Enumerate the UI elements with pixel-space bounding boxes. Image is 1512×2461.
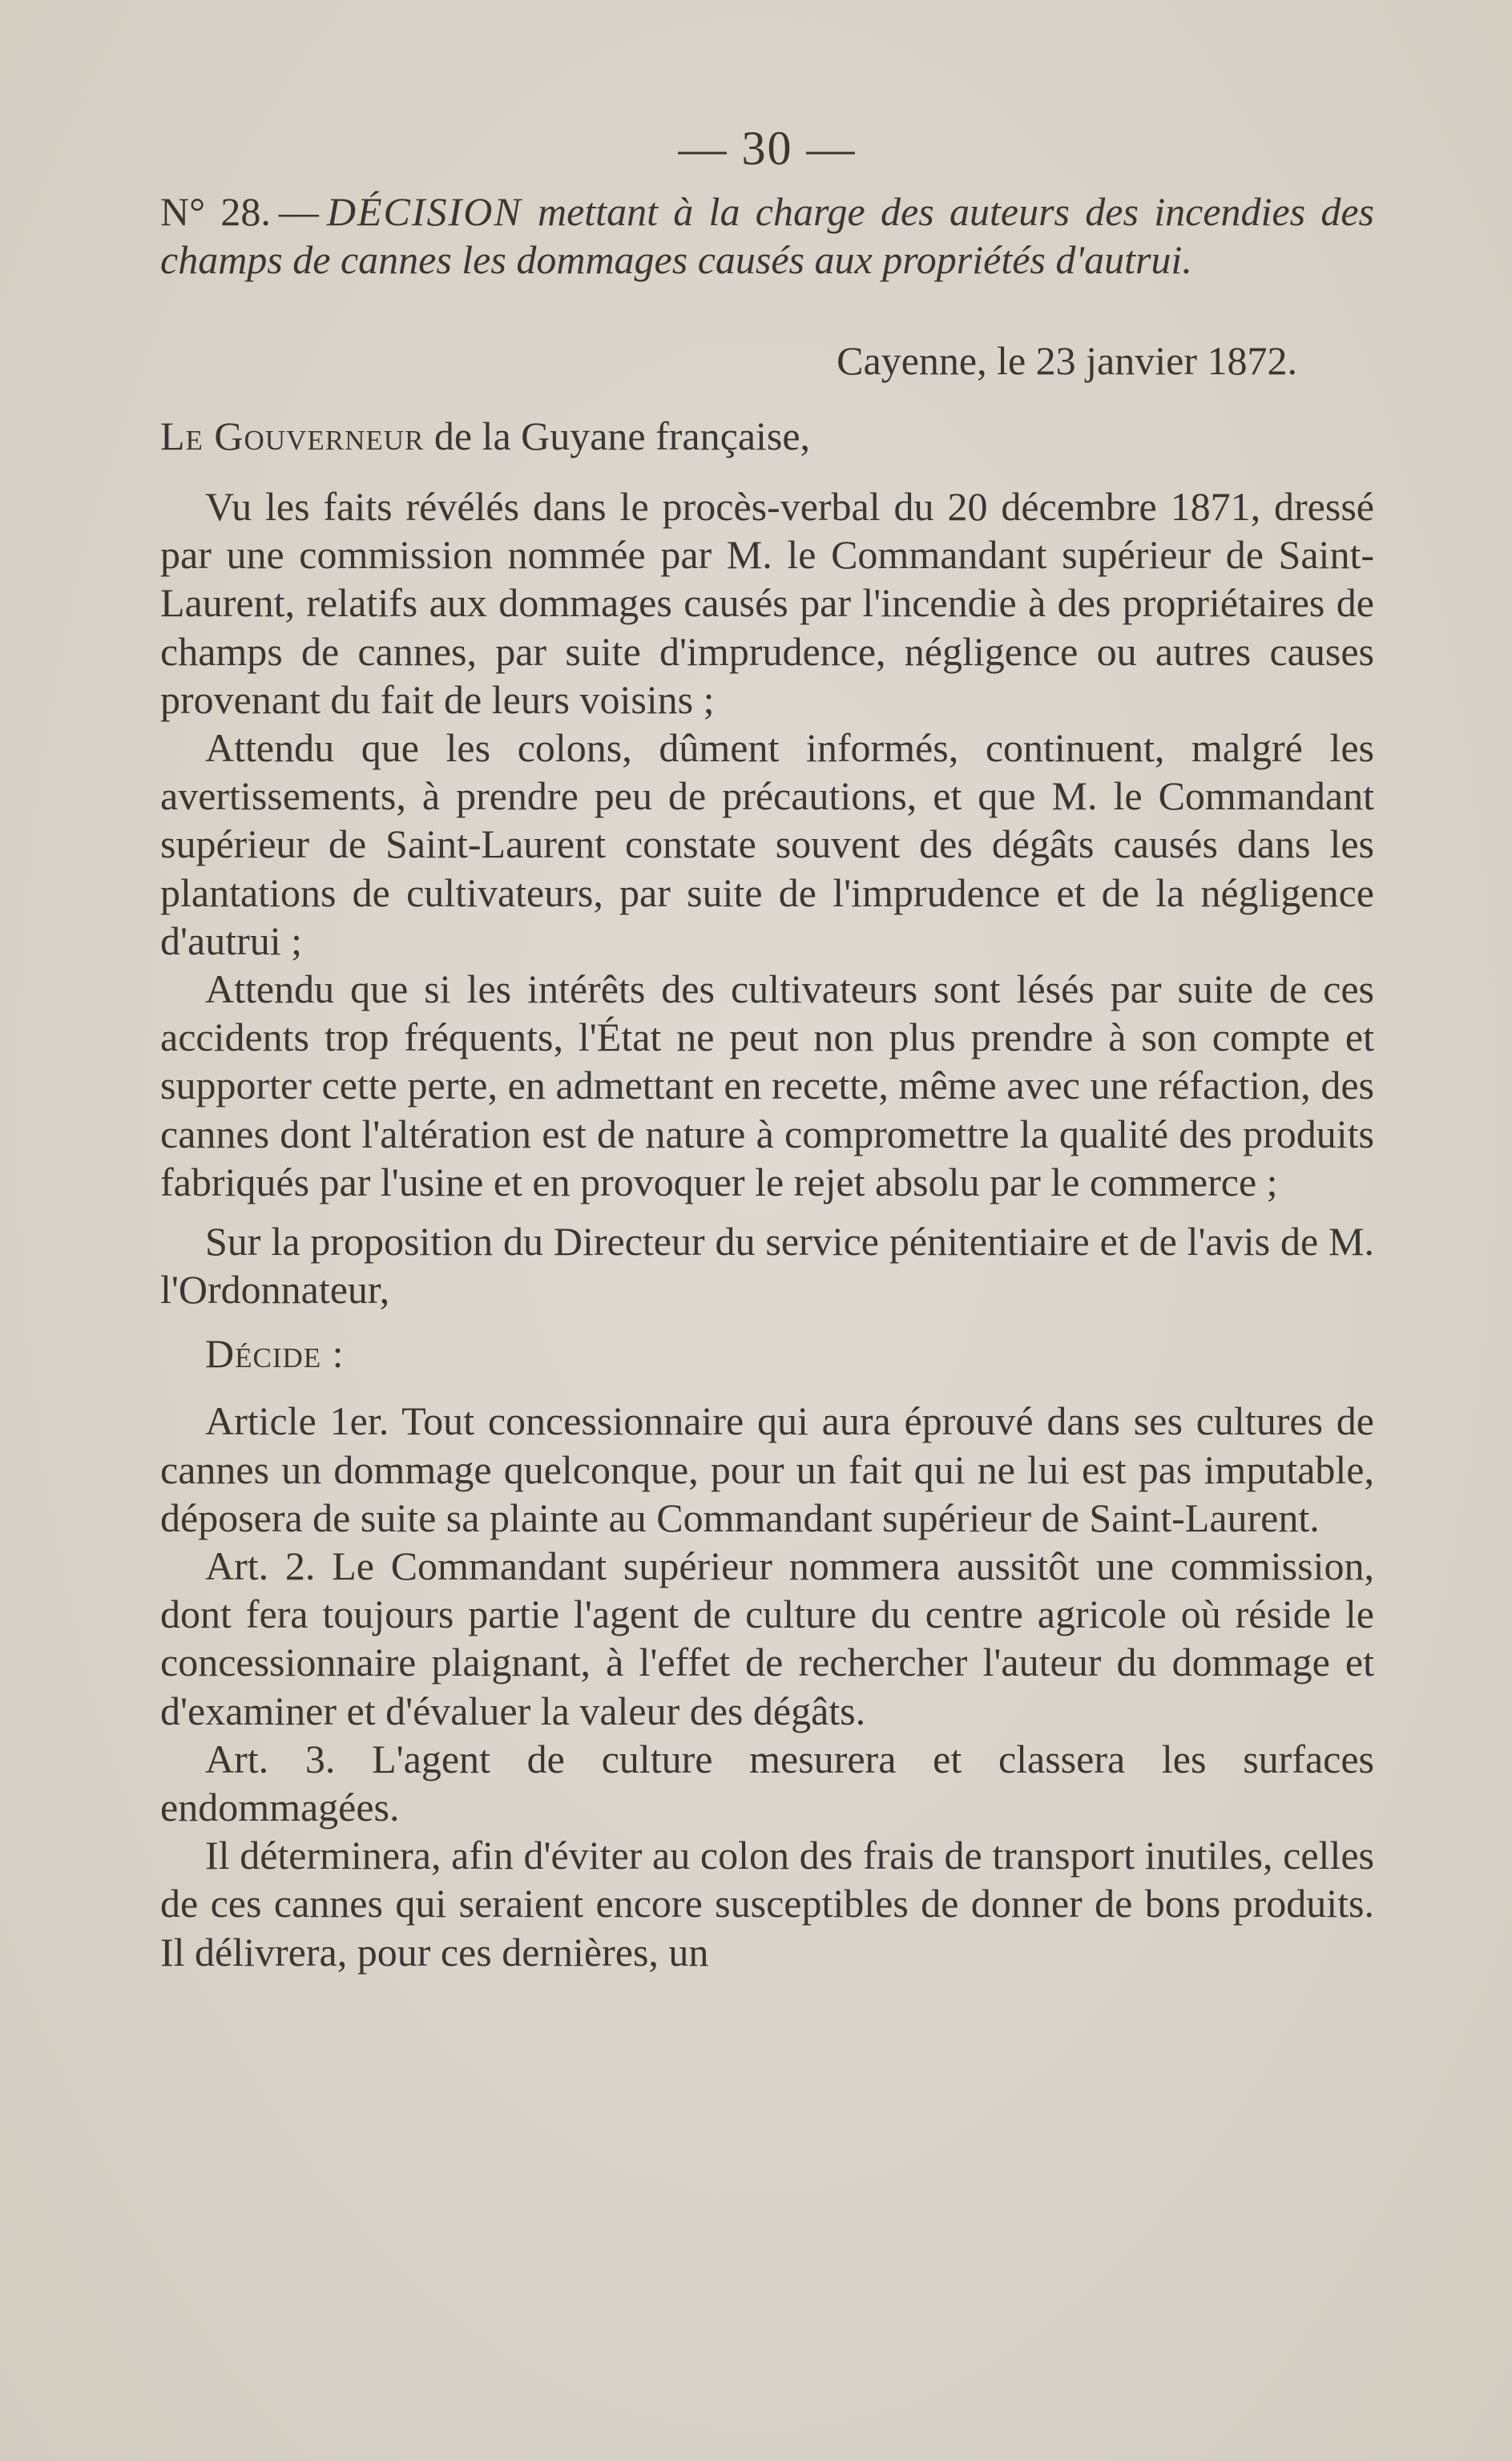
- preamble-paragraph: Attendu que les colons, dûment informés, continuent, malgré les avertissements, à prendre peu de précautions, et que M. le Commandant supérieur de Saint-Laurent constate souvent des dégâts causés dans les plantations de cultivateurs, par suite de l'imprudence et de la négligence d'autrui ;: [160, 725, 1374, 963]
- decision-description: mettant à la charge des auteurs des incendies des champs de cannes les dommages causés aux propriétés d'autrui.: [160, 189, 1375, 282]
- page-content: [160, 120, 1374, 1976]
- article-paragraph: Il déterminera, afin d'éviter au colon des frais de transport inutiles, celles de ces cannes qui seraient encore susceptibles de donner de bons produits. Il délivrera, pour ces dernières, un: [160, 1833, 1374, 1975]
- decision-heading: [160, 188, 1374, 284]
- governor-title: Le Gouverneur: [160, 414, 425, 458]
- dateline: Cayenne, le 23 janvier 1872.: [837, 338, 1297, 383]
- decide-heading: Décide :: [205, 1331, 345, 1377]
- decision-number: N° 28.: [160, 189, 271, 234]
- page-number: — 30 —: [678, 122, 857, 175]
- article-paragraph: Art. 2. Le Commandant supérieur nommera aussitôt une commission, dont fera toujours partie l'agent de culture du centre agricole où réside le concessionnaire plaignant, à l'effet de rechercher l'auteur du dommage et d'examiner et d'évaluer la valeur des dégâts.: [160, 1543, 1374, 1733]
- governor-territory: de la Guyane française,: [424, 414, 811, 458]
- article-paragraph: Art. 3. L'agent de culture mesurera et classera les surfaces endommagées.: [160, 1736, 1374, 1830]
- governor-opener: [160, 412, 1374, 460]
- decision-title: DÉCISION: [326, 189, 522, 234]
- preamble-paragraph: Sur la proposition du Directeur du service pénitentiaire et de l'avis de M. l'Ordonnateur,: [160, 1219, 1374, 1313]
- heading-separator: —: [278, 189, 319, 234]
- preamble-paragraph: Attendu que si les intérêts des cultivateurs sont lésés par suite de ces accidents trop fréquents, l'État ne peut non plus prendre à son compte et supporter cette perte, en admettant en recette, même avec une réfaction, des cannes dont l'altération est de nature à compromettre la qualité des produits fabriqués par l'usine et en provoquer le rejet absolu par le commerce ;: [160, 966, 1374, 1204]
- preamble-paragraph: Vu les faits révélés dans le procès-verbal du 20 décembre 1871, dressé par une commission nommée par M. le Commandant supérieur de Saint-Laurent, relatifs aux dommages causés par l'incendie à des propriétaires de champs de cannes, par suite d'imprudence, négligence ou autres causes provenant du fait de leurs voisins ;: [160, 484, 1374, 722]
- article-paragraph: Article 1er. Tout concessionnaire qui aura éprouvé dans ses cultures de cannes un dommage quelconque, pour un fait qui ne lui est pas imputable, déposera de suite sa plainte au Commandant supérieur de Saint-Laurent.: [160, 1398, 1374, 1540]
